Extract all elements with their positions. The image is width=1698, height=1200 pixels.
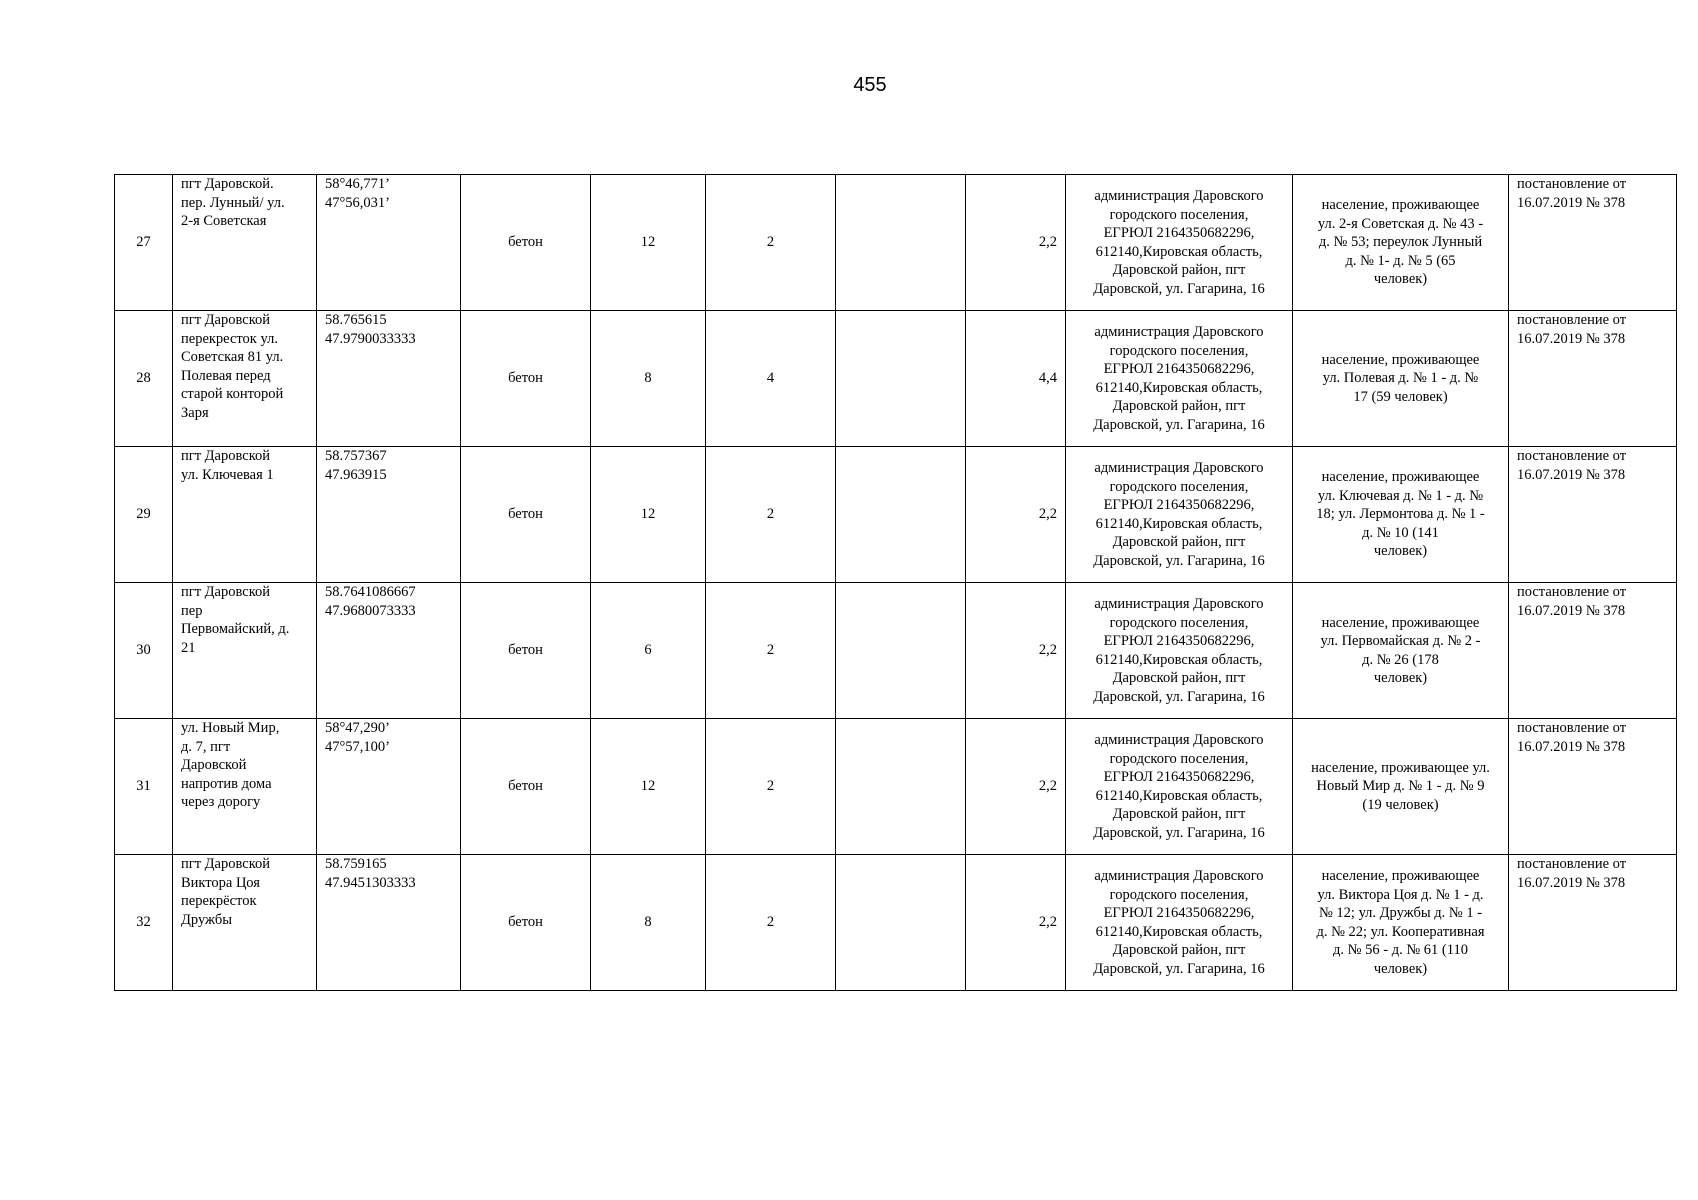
site-owner-line: 612140,Кировская область, (1095, 787, 1263, 804)
served-population-cell (1293, 719, 1509, 855)
site-area-cell (591, 719, 706, 855)
site-area: 12 (640, 778, 656, 795)
site-area-cell (591, 583, 706, 719)
site-coordinates-line: 58°46,771’ (325, 176, 391, 192)
row-number: 27 (136, 234, 151, 251)
decree-reference-line: постановление от (1517, 448, 1627, 464)
decree-reference-line: постановление от (1517, 176, 1627, 192)
container-count-cell (706, 447, 836, 583)
container-volume-cell (966, 583, 1066, 719)
decree-reference-cell (1509, 175, 1677, 311)
site-coordinates-cell (317, 175, 461, 311)
site-address-line: Заря (181, 404, 209, 421)
site-address-line: Советская 81 ул. (181, 349, 284, 365)
site-area: 12 (640, 506, 656, 523)
site-coordinates-line: 47.9790033333 (325, 330, 416, 347)
site-address-line: Виктора Цоя (181, 874, 260, 891)
surface-type: бетон (508, 370, 543, 387)
site-owner-line: Даровской район, пгт (1112, 534, 1246, 550)
surface-type-cell (461, 855, 591, 991)
site-address-line: Первомайский, д. (181, 621, 290, 637)
served-population-line: д. № 10 (141 (1362, 524, 1439, 541)
served-population-line: (19 человек) (1362, 796, 1439, 813)
served-population-line: население, проживающее (1321, 197, 1480, 214)
container-volume: 2,2 (1038, 778, 1057, 795)
site-owner-line: городского поселения, (1109, 750, 1249, 767)
site-coordinates-cell (317, 583, 461, 719)
site-owner-line: 612140,Кировская область, (1095, 379, 1263, 396)
served-population-cell (1293, 311, 1509, 447)
empty-cell-cell (836, 719, 966, 855)
site-address-cell (173, 583, 317, 719)
served-population-line: д. № 53; переулок Лунный (1318, 234, 1483, 251)
row-number: 32 (136, 914, 151, 931)
site-address-line: пер. Лунный/ ул. (181, 194, 285, 211)
served-population-cell (1293, 175, 1509, 311)
empty-cell-cell (836, 311, 966, 447)
site-owner-line: Даровской, ул. Гагарина, 16 (1093, 824, 1265, 841)
surface-type: бетон (508, 506, 543, 523)
decree-reference-line: постановление от (1517, 584, 1627, 600)
empty-cell-cell (836, 175, 966, 311)
site-coordinates-line: 58°47,290’ (325, 720, 391, 736)
served-population-line: население, проживающее (1321, 868, 1480, 884)
site-owner-line: Даровской, ул. Гагарина, 16 (1093, 960, 1265, 977)
decree-reference-cell (1509, 311, 1677, 447)
site-address-cell (173, 311, 317, 447)
site-owner-line: администрация Даровского (1094, 596, 1264, 612)
site-owner-line: Даровской район, пгт (1112, 806, 1246, 822)
site-area-cell (591, 175, 706, 311)
container-count: 2 (766, 642, 775, 659)
row-number: 28 (136, 370, 151, 387)
surface-type-cell (461, 447, 591, 583)
site-address-line: д. 7, пгт (181, 738, 231, 755)
decree-reference-cell (1509, 583, 1677, 719)
container-count: 2 (766, 778, 775, 795)
site-owner-line: администрация Даровского (1094, 460, 1264, 476)
site-coordinates-line: 47.9451303333 (325, 874, 416, 891)
site-owner-cell (1066, 175, 1293, 311)
site-coordinates-line: 47°57,100’ (325, 738, 391, 755)
served-population-line: человек) (1373, 670, 1428, 686)
decree-reference-line: 16.07.2019 № 378 (1517, 602, 1626, 619)
site-owner-line: городского поселения, (1109, 614, 1249, 631)
site-address-line: ул. Ключевая 1 (181, 466, 274, 483)
site-owner-line: городского поселения, (1109, 886, 1249, 903)
site-owner-line: Даровской, ул. Гагарина, 16 (1093, 688, 1265, 705)
row-number: 30 (136, 642, 151, 659)
site-coordinates-line: 47°56,031’ (325, 194, 391, 211)
served-population-cell (1293, 447, 1509, 583)
container-volume: 4,4 (1038, 370, 1057, 387)
site-address-cell (173, 719, 317, 855)
site-owner-line: администрация Даровского (1094, 868, 1264, 884)
surface-type: бетон (508, 914, 543, 931)
site-owner-line: Даровской район, пгт (1112, 398, 1246, 414)
container-count: 4 (766, 370, 775, 387)
row-number-cell (115, 855, 173, 991)
container-count: 2 (766, 914, 775, 931)
row-number-cell (115, 583, 173, 719)
surface-type: бетон (508, 234, 543, 251)
container-volume-cell (966, 719, 1066, 855)
table-row (115, 175, 1677, 311)
empty-cell-cell (836, 855, 966, 991)
site-address-line: Даровской (181, 757, 247, 773)
site-coordinates-line: 47.963915 (325, 466, 387, 483)
table-body (115, 175, 1677, 991)
decree-reference-line: 16.07.2019 № 378 (1517, 466, 1626, 483)
surface-type-cell (461, 583, 591, 719)
served-population-line: д. № 1- д. № 5 (65 (1345, 252, 1456, 269)
surface-type: бетон (508, 778, 543, 795)
site-address-line: старой конторой (181, 386, 284, 402)
site-owner-line: Даровской район, пгт (1112, 262, 1246, 278)
site-address-line: 2-я Советская (181, 213, 267, 229)
site-area: 6 (644, 642, 652, 659)
site-owner-cell (1066, 855, 1293, 991)
site-owner-line: 612140,Кировская область, (1095, 515, 1263, 532)
container-volume-cell (966, 855, 1066, 991)
served-population-line: д. № 26 (178 (1362, 651, 1439, 668)
site-address-line: ул. Новый Мир, (181, 720, 280, 736)
site-address-line: пгт Даровской (181, 312, 271, 328)
site-address-line: пгт Даровской (181, 584, 271, 600)
site-owner-line: Даровской, ул. Гагарина, 16 (1093, 552, 1265, 569)
row-number: 29 (136, 506, 151, 523)
served-population-line: ул. 2-я Советская д. № 43 - (1317, 215, 1484, 232)
served-population-line: население, проживающее (1321, 351, 1480, 368)
site-address-line: Полевая перед (181, 367, 271, 384)
served-population-line: д. № 22; ул. Кооперативная (1316, 923, 1485, 940)
decree-reference-line: постановление от (1517, 856, 1627, 872)
served-population-line: население, проживающее ул. (1311, 759, 1490, 776)
decree-reference-line: 16.07.2019 № 378 (1517, 738, 1626, 755)
decree-reference-line: 16.07.2019 № 378 (1517, 330, 1626, 347)
site-owner-line: 612140,Кировская область, (1095, 651, 1263, 668)
site-address-cell (173, 855, 317, 991)
site-owner-line: администрация Даровского (1094, 732, 1264, 748)
site-owner-line: ЕГРЮЛ 2164350682296, (1103, 497, 1255, 513)
site-address-line: напротив дома (181, 775, 272, 792)
surface-type: бетон (508, 642, 543, 659)
site-owner-line: Даровской, ул. Гагарина, 16 (1093, 280, 1265, 297)
row-number-cell (115, 719, 173, 855)
site-owner-line: Даровской, ул. Гагарина, 16 (1093, 416, 1265, 433)
served-population-line: ул. Виктора Цоя д. № 1 - д. (1317, 886, 1484, 903)
site-owner-line: городского поселения, (1109, 478, 1249, 495)
decree-reference-cell (1509, 855, 1677, 991)
page-number: 455 (853, 74, 887, 96)
decree-reference-line: постановление от (1517, 312, 1627, 328)
site-address-line: Дружбы (181, 911, 232, 928)
site-owner-line: Даровской район, пгт (1112, 670, 1246, 686)
table-row (115, 583, 1677, 719)
row-number-cell (115, 447, 173, 583)
container-volume-cell (966, 447, 1066, 583)
site-owner-line: ЕГРЮЛ 2164350682296, (1103, 633, 1255, 649)
site-address-line: через дорогу (181, 794, 261, 810)
site-area-cell (591, 447, 706, 583)
site-owner-line: администрация Даровского (1094, 188, 1264, 204)
decree-reference-line: 16.07.2019 № 378 (1517, 874, 1626, 891)
site-area: 8 (644, 370, 652, 387)
site-owner-line: ЕГРЮЛ 2164350682296, (1103, 361, 1255, 377)
decree-reference-line: постановление от (1517, 720, 1627, 736)
row-number-cell (115, 175, 173, 311)
site-owner-line: ЕГРЮЛ 2164350682296, (1103, 769, 1255, 785)
site-address-line: пер (181, 602, 203, 619)
site-owner-cell (1066, 311, 1293, 447)
table-row (115, 311, 1677, 447)
row-number: 31 (136, 778, 151, 795)
served-population-line: ул. Полевая д. № 1 - д. № (1322, 370, 1479, 387)
served-population-line: 18; ул. Лермонтова д. № 1 - (1316, 506, 1485, 523)
site-address-cell (173, 175, 317, 311)
served-population-line: ул. Первомайская д. № 2 - (1320, 633, 1481, 649)
table-row (115, 855, 1677, 991)
decree-reference-cell (1509, 719, 1677, 855)
container-count-cell (706, 719, 836, 855)
decree-reference-cell (1509, 447, 1677, 583)
container-volume: 2,2 (1038, 234, 1057, 251)
empty-cell-cell (836, 447, 966, 583)
container-volume-cell (966, 175, 1066, 311)
served-population-cell (1293, 583, 1509, 719)
site-coordinates-line: 58.765615 (325, 312, 387, 328)
table-row (115, 719, 1677, 855)
decree-reference-line: 16.07.2019 № 378 (1517, 194, 1626, 211)
site-owner-line: администрация Даровского (1094, 324, 1264, 340)
served-population-line: население, проживающее (1321, 614, 1480, 631)
container-volume-cell (966, 311, 1066, 447)
container-volume: 2,2 (1038, 506, 1057, 523)
site-coordinates-line: 47.9680073333 (325, 602, 416, 619)
site-coordinates-line: 58.757367 (325, 448, 387, 464)
site-owner-line: 612140,Кировская область, (1095, 243, 1263, 260)
table-row (115, 447, 1677, 583)
container-count-cell (706, 311, 836, 447)
site-area-cell (591, 311, 706, 447)
site-owner-cell (1066, 719, 1293, 855)
site-address-line: пгт Даровской (181, 856, 271, 872)
site-coordinates-line: 58.7641086667 (325, 584, 416, 600)
served-population-line: ул. Ключевая д. № 1 - д. № (1317, 487, 1484, 504)
container-count-cell (706, 175, 836, 311)
site-address-cell (173, 447, 317, 583)
served-population-line: Новый Мир д. № 1 - д. № 9 (1316, 778, 1485, 795)
empty-cell-cell (836, 583, 966, 719)
site-coordinates-cell (317, 855, 461, 991)
site-address-line: 21 (181, 639, 196, 656)
site-address-line: перекрёсток (181, 893, 257, 909)
served-population-line: № 12; ул. Дружбы д. № 1 - (1318, 905, 1483, 921)
site-owner-line: городского поселения, (1109, 342, 1249, 359)
site-owner-line: ЕГРЮЛ 2164350682296, (1103, 905, 1255, 921)
site-area: 12 (640, 234, 656, 251)
site-coordinates-cell (317, 311, 461, 447)
site-owner-line: городского поселения, (1109, 206, 1249, 223)
served-population-line: д. № 56 - д. № 61 (110 (1333, 942, 1468, 958)
site-address-line: пгт Даровской. (181, 176, 274, 192)
site-address-line: пгт Даровской (181, 448, 271, 464)
site-coordinates-cell (317, 447, 461, 583)
site-area-cell (591, 855, 706, 991)
site-area: 8 (644, 914, 652, 931)
site-coordinates-cell (317, 719, 461, 855)
site-owner-cell (1066, 447, 1293, 583)
container-count-cell (706, 583, 836, 719)
site-coordinates-line: 58.759165 (325, 856, 387, 872)
served-population-line: человек) (1373, 271, 1428, 288)
row-number-cell (115, 311, 173, 447)
container-count-cell (706, 855, 836, 991)
surface-type-cell (461, 719, 591, 855)
surface-type-cell (461, 311, 591, 447)
site-owner-line: ЕГРЮЛ 2164350682296, (1103, 225, 1255, 241)
container-count: 2 (766, 506, 775, 523)
site-owner-line: Даровской район, пгт (1112, 942, 1246, 958)
site-owner-cell (1066, 583, 1293, 719)
served-population-line: население, проживающее (1321, 469, 1480, 486)
container-volume: 2,2 (1038, 642, 1057, 659)
site-owner-line: 612140,Кировская область, (1095, 923, 1263, 940)
served-population-cell (1293, 855, 1509, 991)
container-count: 2 (766, 234, 775, 251)
served-population-line: человек) (1373, 960, 1428, 977)
site-address-line: перекресток ул. (181, 330, 278, 347)
surface-type-cell (461, 175, 591, 311)
waste-sites-table (114, 174, 1677, 991)
container-volume: 2,2 (1038, 914, 1057, 931)
served-population-line: человек) (1373, 543, 1428, 560)
served-population-line: 17 (59 человек) (1353, 388, 1448, 405)
